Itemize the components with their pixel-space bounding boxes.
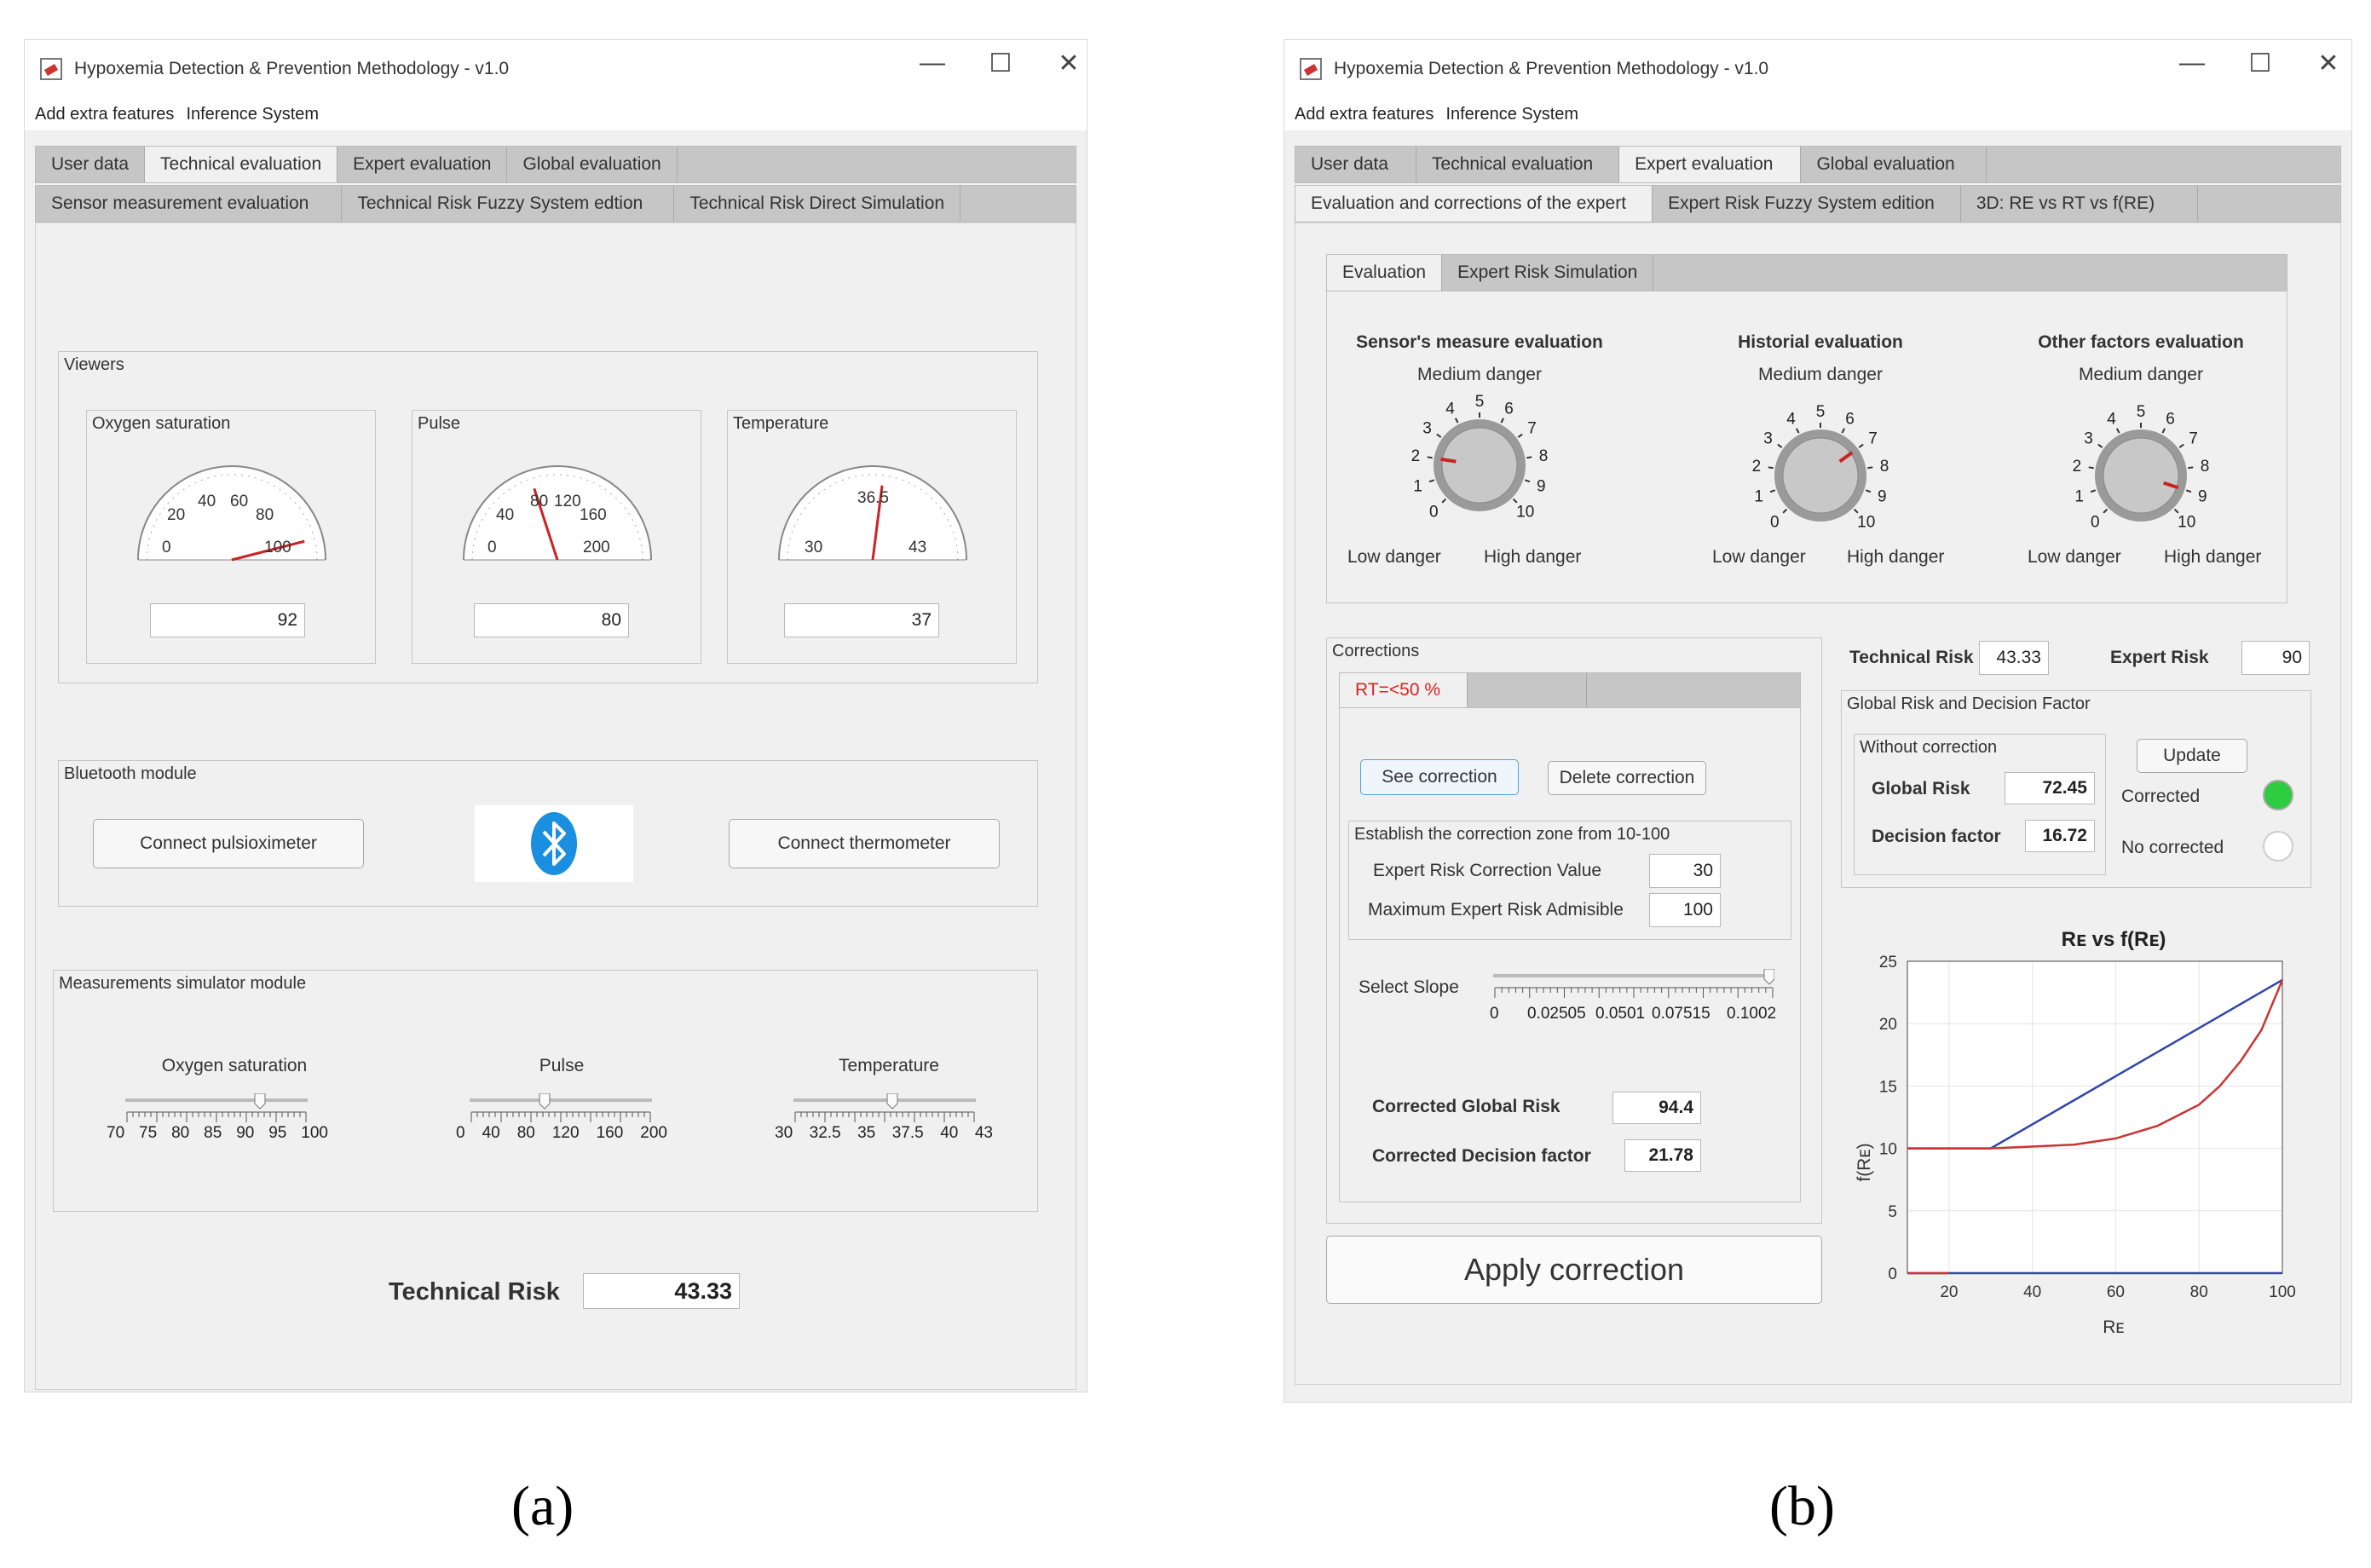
window-title: Hypoxemia Detection & Prevention Methodology - v1.0 <box>74 59 510 78</box>
knob-low-label: Low danger <box>2028 547 2121 567</box>
tab-empty[interactable] <box>1468 673 1587 707</box>
corrections-tabs <box>1339 672 1801 708</box>
window-b <box>1284 39 2352 1403</box>
y-tick-label: 10 <box>1878 1140 1897 1159</box>
gauge-tick: 80 <box>530 493 549 510</box>
svg-text:3: 3 <box>1422 419 1432 438</box>
connect-pulsioximeter-button[interactable]: Connect pulsioximeter <box>93 819 364 868</box>
tick-label: 40 <box>940 1124 959 1142</box>
decision-factor-label: Decision factor <box>1872 827 2001 846</box>
knob-status: Medium danger <box>1417 365 1542 384</box>
tick-label: 90 <box>236 1124 255 1142</box>
chart-xlabel: Rᴇ <box>2103 1317 2125 1337</box>
bluetooth-box <box>475 805 633 882</box>
gauge-tick: 40 <box>198 493 216 510</box>
tick-label: 0 <box>456 1124 465 1142</box>
slider-label: Temperature <box>839 1056 939 1075</box>
global-risk-panel <box>1841 690 2311 888</box>
gauge-title: Temperature <box>733 414 829 433</box>
apply-correction-button[interactable]: Apply correction <box>1326 1236 1822 1304</box>
tab-technical-evaluation[interactable]: Technical evaluation <box>1416 147 1619 182</box>
x-tick-label: 40 <box>2023 1283 2042 1301</box>
technical-risk-label: Technical Risk <box>389 1278 560 1306</box>
max-expert-field[interactable]: 100 <box>1649 893 1721 927</box>
svg-text:4: 4 <box>1786 410 1796 429</box>
svg-text:6: 6 <box>2166 410 2175 429</box>
tick-label: 120 <box>551 1124 580 1142</box>
global-risk-field: 72.45 <box>2005 772 2095 804</box>
slope-ticks <box>1490 1005 1795 1025</box>
tab-expert-evaluation[interactable]: Expert evaluation <box>1619 147 1801 182</box>
slider-ticks <box>456 1124 667 1143</box>
tab-technical-evaluation[interactable]: Technical evaluation <box>145 147 337 182</box>
svg-text:5: 5 <box>1474 393 1485 411</box>
tick-label: 0 <box>1490 1005 1499 1023</box>
tick-label: 32.5 <box>809 1124 841 1142</box>
menu-bar <box>25 98 1087 130</box>
gauge-temperature <box>762 453 984 573</box>
svg-text:1: 1 <box>1413 477 1423 496</box>
gauge-pulse <box>447 453 668 573</box>
close-icon[interactable]: ✕ <box>1058 49 1080 78</box>
without-correction-panel <box>1854 734 2106 875</box>
temperature-value-field: 37 <box>784 603 939 637</box>
expert-risk-field: 90 <box>2241 641 2310 675</box>
tab-technical-risk-fuzzy[interactable]: Technical Risk Fuzzy System edtion <box>342 186 674 222</box>
menu-add-extra-features[interactable]: Add extra features <box>1295 104 1434 124</box>
gauge-pulse-panel <box>412 410 701 664</box>
bluetooth-panel <box>58 760 1038 907</box>
knob-status: Medium danger <box>2079 365 2203 384</box>
menu-inference-system[interactable]: Inference System <box>186 104 320 124</box>
knob-status: Medium danger <box>1758 365 1883 384</box>
maximize-icon[interactable]: ☐ <box>2248 49 2272 78</box>
tab-evaluation[interactable]: Evaluation <box>1327 255 1442 291</box>
y-tick-label: 5 <box>1888 1202 1897 1221</box>
main-tabs <box>35 146 1076 183</box>
svg-text:8: 8 <box>1879 458 1889 476</box>
svg-text:7: 7 <box>1868 429 1878 448</box>
gauge-tick: 36.5 <box>857 489 889 507</box>
caption-b: (b) <box>1769 1475 1835 1537</box>
tick-label: 160 <box>596 1124 624 1142</box>
window-title: Hypoxemia Detection & Prevention Methodology - v1.0 <box>1334 59 1769 78</box>
temperature-slider[interactable] <box>793 1093 976 1127</box>
window-a <box>24 39 1087 1392</box>
pulse-slider[interactable] <box>470 1093 652 1127</box>
tab-expert-evaluation[interactable]: Expert evaluation <box>337 147 507 182</box>
simulator-title: Measurements simulator module <box>59 974 307 993</box>
tab-expert-risk-simulation[interactable]: Expert Risk Simulation <box>1442 255 1653 291</box>
svg-text:9: 9 <box>1536 477 1546 496</box>
corrections-body <box>1339 708 1801 1202</box>
gauge-tick: 40 <box>496 506 515 524</box>
gauge-tick: 120 <box>554 493 581 510</box>
knob-high-label: High danger <box>1847 547 1945 567</box>
other-factors-knob[interactable] <box>2060 402 2222 556</box>
minimize-icon[interactable]: — <box>920 49 945 77</box>
tick-label: 75 <box>139 1124 158 1142</box>
expert-correction-field[interactable]: 30 <box>1649 854 1721 888</box>
tab-user-data[interactable]: User data <box>36 147 145 182</box>
tab-evaluation-corrections[interactable]: Evaluation and corrections of the expert <box>1295 186 1653 222</box>
knobs-panel <box>1326 291 2287 603</box>
svg-text:4: 4 <box>1445 400 1455 418</box>
y-tick-label: 0 <box>1888 1265 1897 1283</box>
tab-content <box>35 222 1076 1390</box>
y-tick-label: 20 <box>1878 1016 1897 1035</box>
tick-label: 85 <box>204 1124 222 1142</box>
viewers-panel <box>58 351 1038 683</box>
close-icon[interactable]: ✕ <box>2317 49 2339 78</box>
tick-label: 0.02505 <box>1527 1005 1586 1023</box>
corrected-decision-field: 21.78 <box>1624 1139 1701 1172</box>
tick-label: 0.0501 <box>1595 1005 1646 1023</box>
tick-label: 100 <box>301 1124 328 1142</box>
sub-tabs <box>1295 185 2341 222</box>
minimize-icon[interactable]: — <box>2179 49 2205 77</box>
tab-3d-re-rt[interactable]: 3D: RE vs RT vs f(RE) <box>1961 186 2198 222</box>
delete-correction-button[interactable]: Delete correction <box>1548 761 1706 795</box>
gauge-oxygen <box>121 453 343 573</box>
maximize-icon[interactable]: ☐ <box>989 49 1012 78</box>
sensor-knob[interactable] <box>1399 392 1560 545</box>
global-risk-title: Global Risk and Decision Factor <box>1847 695 2091 713</box>
x-tick-label: 80 <box>2189 1283 2208 1301</box>
tab-sensor-measurement[interactable]: Sensor measurement evaluation <box>36 186 342 222</box>
tab-technical-risk-direct[interactable]: Technical Risk Direct Simulation <box>674 186 961 222</box>
slider-ticks <box>107 1124 328 1143</box>
no-corrected-label: No corrected <box>2121 838 2224 857</box>
gauge-tick: 30 <box>805 539 823 556</box>
tick-label: 30 <box>775 1124 793 1142</box>
max-expert-label: Maximum Expert Risk Admisible <box>1368 900 1624 919</box>
tick-label: 0.1002 <box>1727 1005 1777 1023</box>
svg-text:8: 8 <box>1538 447 1549 466</box>
svg-text:3: 3 <box>2084 429 2093 448</box>
caption-a: (a) <box>511 1475 574 1537</box>
correction-zone-panel <box>1348 821 1791 940</box>
corrected-lamp-icon <box>2263 780 2293 810</box>
y-tick-label: 15 <box>1878 1078 1897 1097</box>
svg-text:7: 7 <box>2189 429 2198 448</box>
title-bar <box>1284 40 2351 98</box>
main-tabs <box>1295 146 2341 183</box>
slider-ticks <box>775 1124 993 1143</box>
tab-global-evaluation[interactable]: Global evaluation <box>507 147 677 182</box>
tick-label: 40 <box>482 1124 500 1142</box>
corrected-decision-label: Corrected Decision factor <box>1372 1146 1591 1166</box>
gauge-tick: 0 <box>162 539 171 556</box>
svg-text:1: 1 <box>1754 487 1764 506</box>
connect-thermometer-button[interactable]: Connect thermometer <box>729 819 1000 868</box>
svg-text:10: 10 <box>1857 513 1876 532</box>
simulator-panel <box>53 970 1038 1212</box>
slope-slider[interactable] <box>1493 969 1774 1003</box>
app-icon <box>1300 58 1322 80</box>
gauge-title: Pulse <box>418 414 461 433</box>
tick-label: 80 <box>516 1124 535 1142</box>
corrected-global-risk-field: 94.4 <box>1612 1092 1701 1124</box>
svg-text:5: 5 <box>2136 403 2146 421</box>
knob-high-label: High danger <box>1484 547 1582 567</box>
chart-ylabel: f(Rᴇ) <box>1855 1143 1874 1182</box>
gauge-tick: 43 <box>909 539 927 556</box>
tick-label: 43 <box>974 1124 993 1142</box>
tick-label: 200 <box>640 1124 667 1142</box>
expert-risk-label: Expert Risk <box>2110 648 2209 667</box>
svg-text:0: 0 <box>1769 513 1780 532</box>
svg-text:0: 0 <box>1428 503 1439 522</box>
svg-text:9: 9 <box>1877 487 1887 506</box>
bluetooth-title: Bluetooth module <box>64 764 197 783</box>
gauge-tick: 200 <box>583 539 610 556</box>
x-tick-label: 60 <box>2106 1283 2126 1301</box>
gauge-tick: 60 <box>230 493 249 510</box>
slider-label: Pulse <box>539 1056 585 1075</box>
corrected-label: Corrected <box>2121 787 2201 806</box>
slider-label: Oxygen saturation <box>161 1056 308 1075</box>
svg-text:6: 6 <box>1845 410 1855 429</box>
y-tick-label: 25 <box>1878 954 1897 971</box>
menu-inference-system[interactable]: Inference System <box>1445 104 1579 124</box>
knob-title: Sensor's measure evaluation <box>1356 332 1603 352</box>
without-correction-title: Without correction <box>1860 738 1998 757</box>
oxygen-value-field: 92 <box>150 603 305 637</box>
svg-text:0: 0 <box>2090 513 2100 532</box>
title-bar <box>25 40 1087 98</box>
corrections-title: Corrections <box>1332 642 1420 660</box>
decision-factor-field: 16.72 <box>2025 820 2095 852</box>
corrections-panel <box>1326 637 1822 1224</box>
x-tick-label: 20 <box>1940 1283 1959 1301</box>
svg-text:7: 7 <box>1527 419 1537 438</box>
gauge-temperature-panel <box>727 410 1017 664</box>
tab-content <box>1295 222 2341 1385</box>
svg-text:10: 10 <box>1516 503 1535 522</box>
tick-label: 95 <box>268 1124 287 1142</box>
svg-text:2: 2 <box>1410 447 1421 466</box>
global-risk-label: Global Risk <box>1872 779 1970 798</box>
tab-expert-risk-fuzzy[interactable]: Expert Risk Fuzzy System edition <box>1653 186 1961 222</box>
knob-high-label: High danger <box>2164 547 2262 567</box>
tick-label: 0.07515 <box>1652 1005 1710 1023</box>
select-slope-label: Select Slope <box>1359 977 1459 997</box>
knob-low-label: Low danger <box>1347 547 1441 567</box>
svg-text:8: 8 <box>2200 458 2210 476</box>
tab-user-data[interactable]: User data <box>1295 147 1416 182</box>
app-icon <box>40 58 62 80</box>
tick-label: 35 <box>857 1124 876 1142</box>
technical-risk-field: 43.33 <box>1979 641 2049 675</box>
tab-rt-50[interactable]: RT=<50 % <box>1340 673 1468 707</box>
menu-bar <box>1284 98 2351 130</box>
svg-text:6: 6 <box>1504 400 1514 418</box>
menu-add-extra-features[interactable]: Add extra features <box>35 104 175 124</box>
svg-text:4: 4 <box>2107 410 2116 429</box>
correction-zone-title: Establish the correction zone from 10-100 <box>1354 825 1670 844</box>
knob-title: Other factors evaluation <box>2038 332 2244 352</box>
no-corrected-lamp-icon <box>2263 831 2293 862</box>
tick-label: 70 <box>107 1124 125 1142</box>
gauge-tick: 0 <box>487 539 497 556</box>
x-tick-label: 100 <box>2269 1283 2296 1301</box>
plot-area <box>1907 961 2282 1273</box>
svg-text:10: 10 <box>2178 513 2196 532</box>
re-vs-fre-chart <box>1849 915 2327 1341</box>
corrected-global-risk-label: Corrected Global Risk <box>1372 1097 1560 1116</box>
expert-correction-label: Expert Risk Correction Value <box>1373 861 1602 880</box>
update-button[interactable]: Update <box>2137 739 2247 773</box>
chart-title: Rᴇ vs f(Rᴇ) <box>2061 928 2166 951</box>
gauge-tick: 100 <box>264 539 291 556</box>
oxygen-slider[interactable] <box>125 1093 308 1127</box>
sub-tabs <box>35 185 1076 222</box>
technical-risk-field: 43.33 <box>583 1273 740 1309</box>
gauge-tick: 80 <box>256 506 274 524</box>
svg-text:2: 2 <box>1751 458 1762 476</box>
gauge-oxygen-panel <box>86 410 376 664</box>
see-correction-button[interactable]: See correction <box>1360 759 1519 795</box>
inner-tabs <box>1326 254 2287 291</box>
tick-label: 37.5 <box>891 1124 924 1142</box>
svg-text:3: 3 <box>1763 429 1773 448</box>
pulse-value-field: 80 <box>474 603 629 637</box>
knob-low-label: Low danger <box>1712 547 1806 567</box>
viewers-title: Viewers <box>64 355 124 374</box>
svg-text:9: 9 <box>2197 487 2207 506</box>
historial-knob[interactable] <box>1739 402 1901 556</box>
tick-label: 80 <box>171 1124 190 1142</box>
svg-text:5: 5 <box>1815 403 1826 421</box>
gauge-tick: 160 <box>580 506 607 524</box>
svg-text:2: 2 <box>2072 458 2082 476</box>
tab-global-evaluation[interactable]: Global evaluation <box>1801 147 1986 182</box>
svg-text:1: 1 <box>2074 487 2085 506</box>
technical-risk-label: Technical Risk <box>1849 648 1974 667</box>
knob-title: Historial evaluation <box>1738 332 1903 352</box>
gauge-tick: 20 <box>167 506 186 524</box>
gauge-title: Oxygen saturation <box>92 414 231 433</box>
bluetooth-icon <box>530 811 578 876</box>
